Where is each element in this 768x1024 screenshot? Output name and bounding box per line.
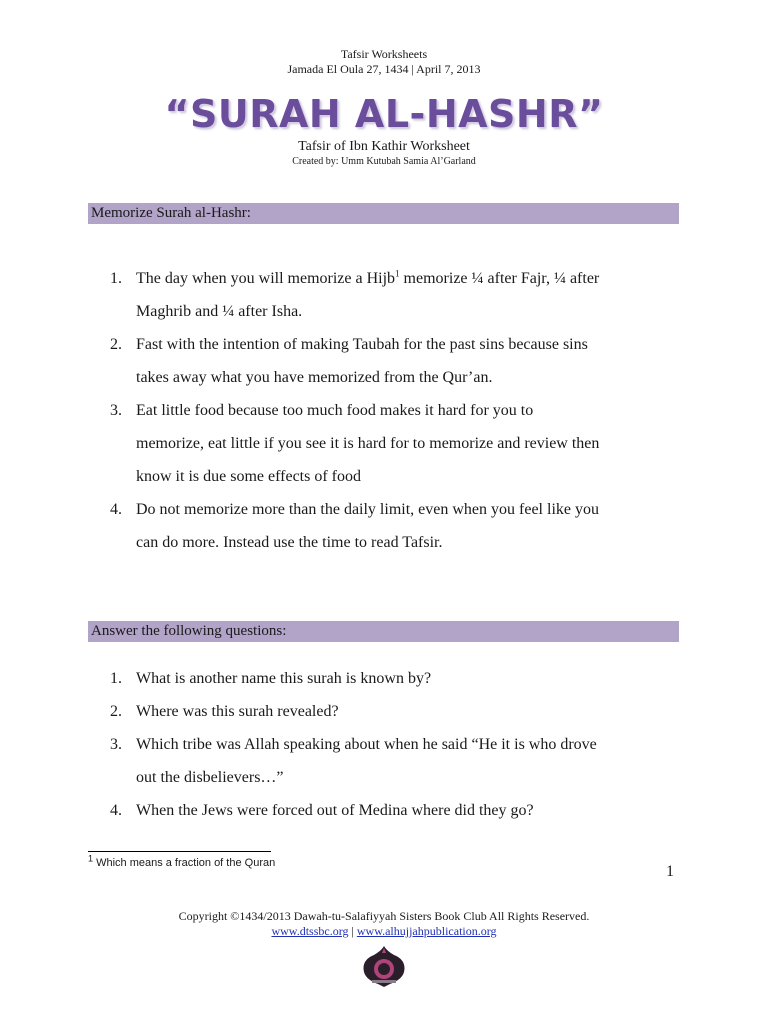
list-line: takes away what you have memorized from the Qur’an. bbox=[136, 369, 493, 386]
section-heading-memorize: Memorize Surah al-Hashr: bbox=[88, 203, 679, 224]
page-subtitle: Tafsir of Ibn Kathir Worksheet bbox=[298, 139, 470, 154]
list-line: can do more. Instead use the time to read Tafsir. bbox=[136, 534, 443, 551]
list-line: memorize, eat little if you see it is hard for to memorize and review then bbox=[136, 435, 600, 452]
list-item bbox=[88, 394, 688, 493]
list-item bbox=[88, 493, 688, 559]
list-item bbox=[88, 695, 688, 728]
footnote-reference[interactable]: 1 bbox=[395, 268, 400, 279]
link-separator: | bbox=[348, 924, 357, 938]
header-series: Tafsir Worksheets bbox=[340, 47, 428, 61]
publisher-crest-logo-icon bbox=[358, 944, 410, 988]
list-line: What is another name this surah is known by? bbox=[136, 670, 432, 687]
creator-credit: Created by: Umm Kutubah Samia Al’Garland bbox=[292, 156, 476, 167]
list-line: When the Jews were forced out of Medina where did they go? bbox=[136, 802, 534, 819]
list-line: Fast with the intention of making Taubah for the past sins because sins bbox=[136, 336, 588, 353]
list-line: The day when you will memorize a Hijb$^1$ memorize ¼ after Fajr, ¼ after bbox=[136, 268, 600, 287]
list-item bbox=[88, 262, 688, 328]
list-line: Eat little food because too much food makes it hard for you to bbox=[136, 402, 534, 419]
list-number: 4. bbox=[110, 802, 122, 819]
page-number: 1 bbox=[666, 863, 674, 880]
list-number: 2. bbox=[110, 703, 122, 720]
memorize-list bbox=[88, 262, 688, 559]
list-line: Do not memorize more than the daily limit, even when you feel like you bbox=[136, 501, 599, 518]
list-line: Maghrib and ¼ after Isha. bbox=[136, 303, 303, 320]
link-dtssbc[interactable]: www.dtssbc.org bbox=[271, 924, 349, 938]
list-number: 1. bbox=[110, 670, 122, 687]
list-number: 2. bbox=[110, 336, 122, 353]
list-line: out the disbelievers…” bbox=[136, 769, 284, 786]
footer-links bbox=[0, 924, 768, 939]
page-title: “SURAH AL-HASHR” bbox=[164, 92, 604, 136]
link-alhujjah[interactable]: www.alhujjahpublication.org bbox=[356, 924, 497, 938]
list-line: Where was this surah revealed? bbox=[136, 703, 339, 720]
list-item bbox=[88, 662, 688, 695]
list-number: 3. bbox=[110, 402, 122, 419]
list-number: 1. bbox=[110, 270, 122, 287]
questions-list bbox=[88, 662, 688, 827]
list-item bbox=[88, 728, 688, 794]
list-item bbox=[88, 794, 688, 827]
footnote-divider bbox=[88, 851, 271, 852]
list-line: know it is due some effects of food bbox=[136, 468, 361, 485]
list-number: 4. bbox=[110, 501, 122, 518]
footnote bbox=[88, 853, 276, 869]
list-number: 3. bbox=[110, 736, 122, 753]
copyright-notice: Copyright ©1434/2013 Dawah-tu-Salafiyyah Sisters Book Club All Rights Reserved. bbox=[178, 909, 590, 923]
footnote-text: Which means a fraction of the Quran bbox=[93, 857, 276, 869]
header-date: Jamada El Oula 27, 1434 | April 7, 2013 bbox=[287, 62, 481, 76]
list-item bbox=[88, 328, 688, 394]
list-line: Which tribe was Allah speaking about when he said “He it is who drove bbox=[136, 736, 597, 753]
section-heading-questions: Answer the following questions: bbox=[88, 621, 679, 642]
footnote-marker: 1 bbox=[88, 853, 94, 864]
